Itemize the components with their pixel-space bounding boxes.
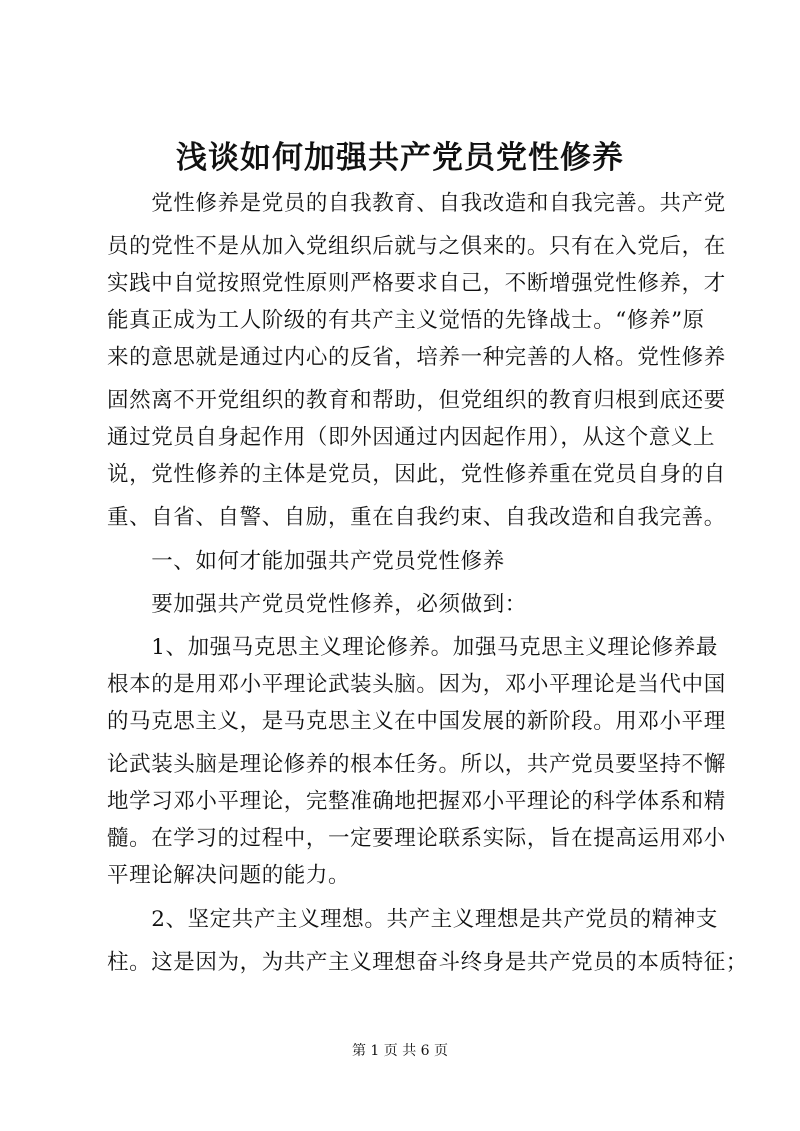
body-line: 柱。这是因为，为共产主义理想奋斗终身是共产党员的本质特征；	[107, 950, 748, 975]
body-line: 髓。在学习的过程中，一定要理论联系实际，旨在提高运用邓小	[107, 826, 726, 851]
body-line: 论武装头脑是理论修养的根本任务。所以，共产党员要坚持不懈	[107, 752, 726, 777]
numbered-paragraph-line: 2、坚定共产主义理想。共产主义理想是共产党员的精神支	[107, 907, 718, 932]
body-line: 平理论解决问题的能力。	[107, 863, 351, 888]
document-title: 浅谈如何加强共产党员党性修养	[176, 140, 624, 176]
body-line: 能真正成为工人阶级的有共产主义觉悟的先锋战士。“修养”原	[107, 308, 705, 333]
body-line: 来的意思就是通过内心的反省，培养一种完善的人格。党性修养	[107, 345, 726, 370]
body-line: 员的党性不是从加入党组织后就与之俱来的。只有在入党后，在	[107, 234, 726, 259]
body-line: 要加强共产党员党性修养，必须做到：	[107, 592, 527, 617]
body-line: 根本的是用邓小平理论武装头脑。因为，邓小平理论是当代中国	[107, 672, 726, 697]
body-line: 固然离不开党组织的教育和帮助，但党组织的教育归根到底还要	[107, 388, 726, 413]
body-line: 通过党员自身起作用（即外因通过内因起作用），从这个意义上	[107, 425, 716, 450]
body-line: 重、自省、自警、自励，重在自我约束、自我改造和自我完善。	[107, 505, 726, 530]
body-line: 实践中自觉按照党性原则严格要求自己，不断增强党性修养，才	[107, 271, 726, 296]
page-number-footer: 第 1 页 共 6 页	[351, 1043, 449, 1059]
body-line: 的马克思主义，是马克思主义在中国发展的新阶段。用邓小平理	[107, 709, 726, 734]
section-heading: 一、如何才能加强共产党员党性修养	[107, 549, 505, 574]
body-line: 党性修养是党员的自我教育、自我改造和自我完善。共产党	[107, 191, 726, 216]
body-line: 地学习邓小平理论，完整准确地把握邓小平理论的科学体系和精	[107, 789, 726, 814]
numbered-paragraph-line: 1、加强马克思主义理论修养。加强马克思主义理论修养最	[107, 635, 718, 660]
body-line: 说，党性修养的主体是党员，因此，党性修养重在党员自身的自	[107, 462, 726, 487]
